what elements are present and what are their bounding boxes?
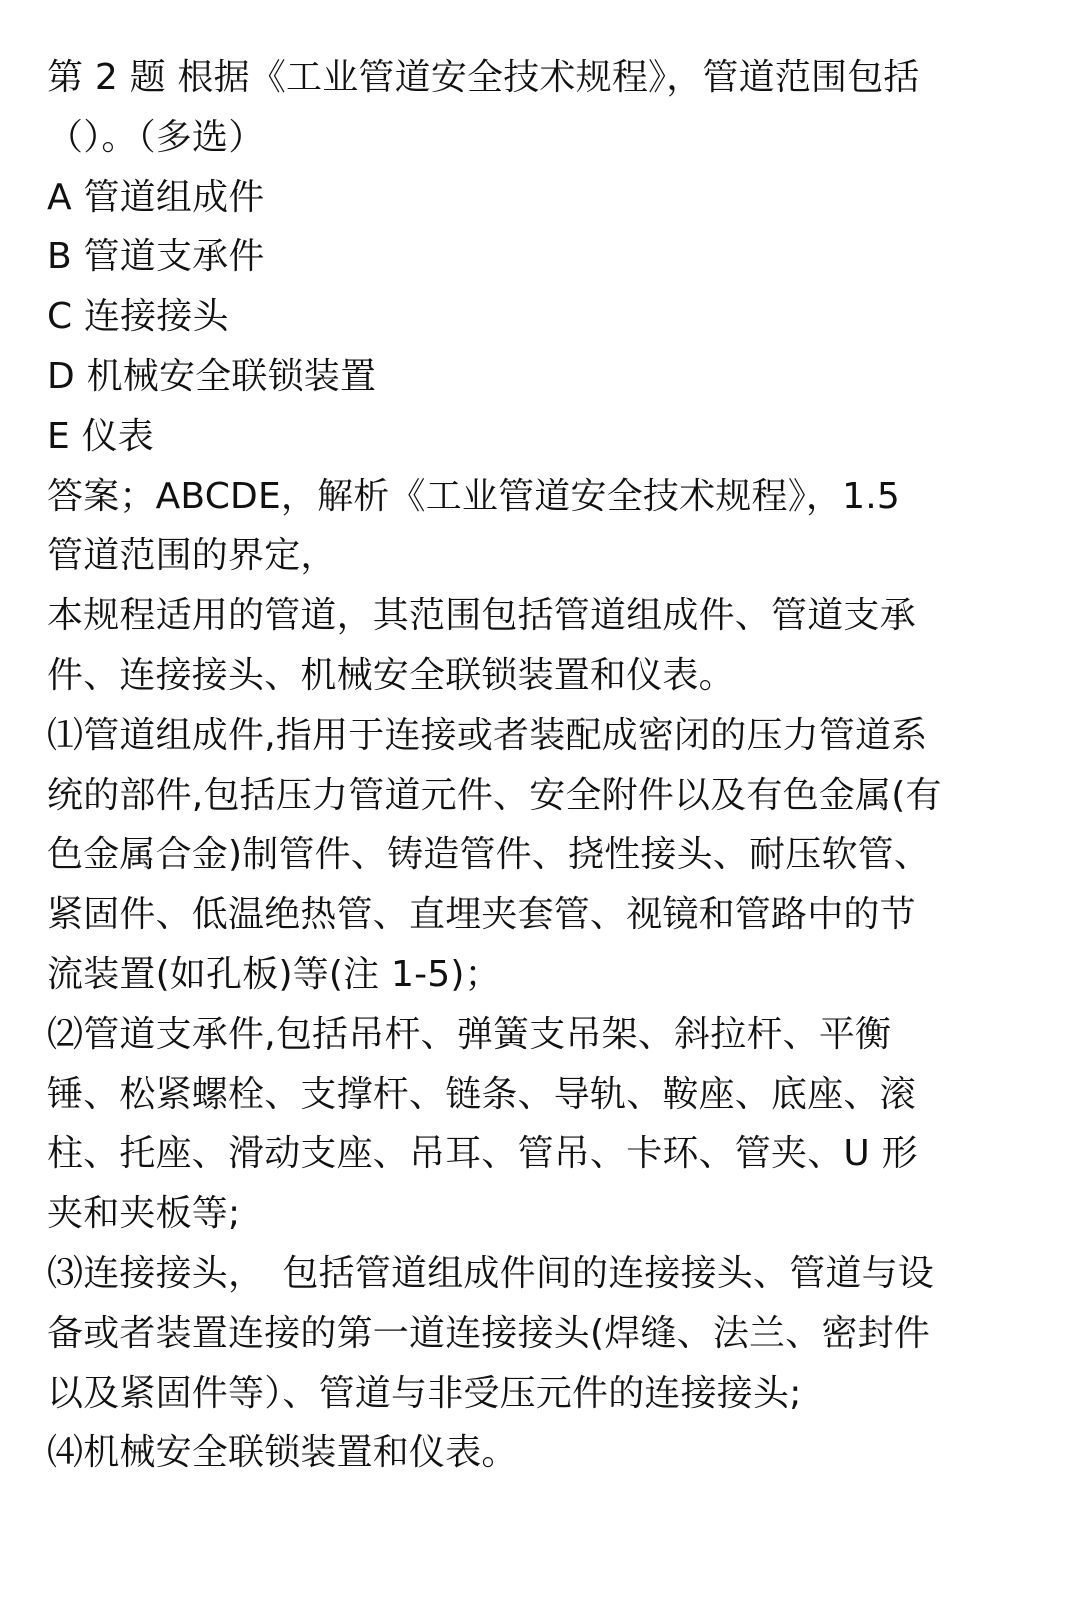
answer-line: 答案；ABCDE，解析《工业管道安全技术规程》，1.5: [47, 475, 900, 517]
answer-line: 以及紧固件等）、管道与非受压元件的连接接头;: [47, 1372, 802, 1414]
answer-line: 管道范围的界定，: [47, 535, 337, 577]
option-b: B 管道支承件: [47, 236, 265, 278]
option-d: D 机械安全联锁装置: [47, 355, 377, 397]
answer-line: 锤、松紧螺栓、支撑杆、链条、导轨、鞍座、底座、滚: [47, 1073, 916, 1115]
answer-line: 备或者装置连接的第一道连接接头(焊缝、法兰、密封件: [47, 1312, 931, 1354]
answer-line: 流装置(如孔板)等(注 1-5)；: [47, 953, 501, 995]
answer-line: ⑶连接接头， 包括管道组成件间的连接接头、管道与设: [47, 1252, 935, 1294]
answer-line: 夹和夹板等;: [47, 1193, 241, 1235]
answer-line: ⑴管道组成件,指用于连接或者装配成密闭的压力管道系: [47, 714, 928, 756]
question-title-line-2: （）。（多选）: [47, 116, 265, 158]
answer-line: ⑷机械安全联锁装置和仪表。: [47, 1432, 518, 1474]
answer-line: 色金属合金)制管件、铸造管件、挠性接头、耐压软管、: [47, 834, 931, 876]
answer-line: 统的部件,包括压力管道元件、安全附件以及有色金属(有: [47, 774, 942, 816]
answer-line: 件、连接接头、机械安全联锁装置和仪表。: [47, 654, 735, 696]
question-title-line-1: 第 2 题 根据《工业管道安全技术规程》，管道范围包括: [47, 57, 920, 98]
question-document: [47, 48, 1037, 1483]
option-c: C 连接接头: [47, 296, 229, 338]
answer-line: ⑵管道支承件,包括吊杆、弹簧支吊架、斜拉杆、平衡: [47, 1013, 892, 1055]
option-a: A 管道组成件: [47, 176, 265, 218]
answer-line: 柱、托座、滑动支座、吊耳、管吊、卡环、管夹、U 形: [47, 1133, 918, 1175]
answer-line: 紧固件、低温绝热管、直埋夹套管、视镜和管路中的节: [47, 894, 916, 936]
option-e: E 仪表: [47, 415, 154, 457]
answer-line: 本规程适用的管道，其范围包括管道组成件、管道支承: [47, 595, 916, 637]
